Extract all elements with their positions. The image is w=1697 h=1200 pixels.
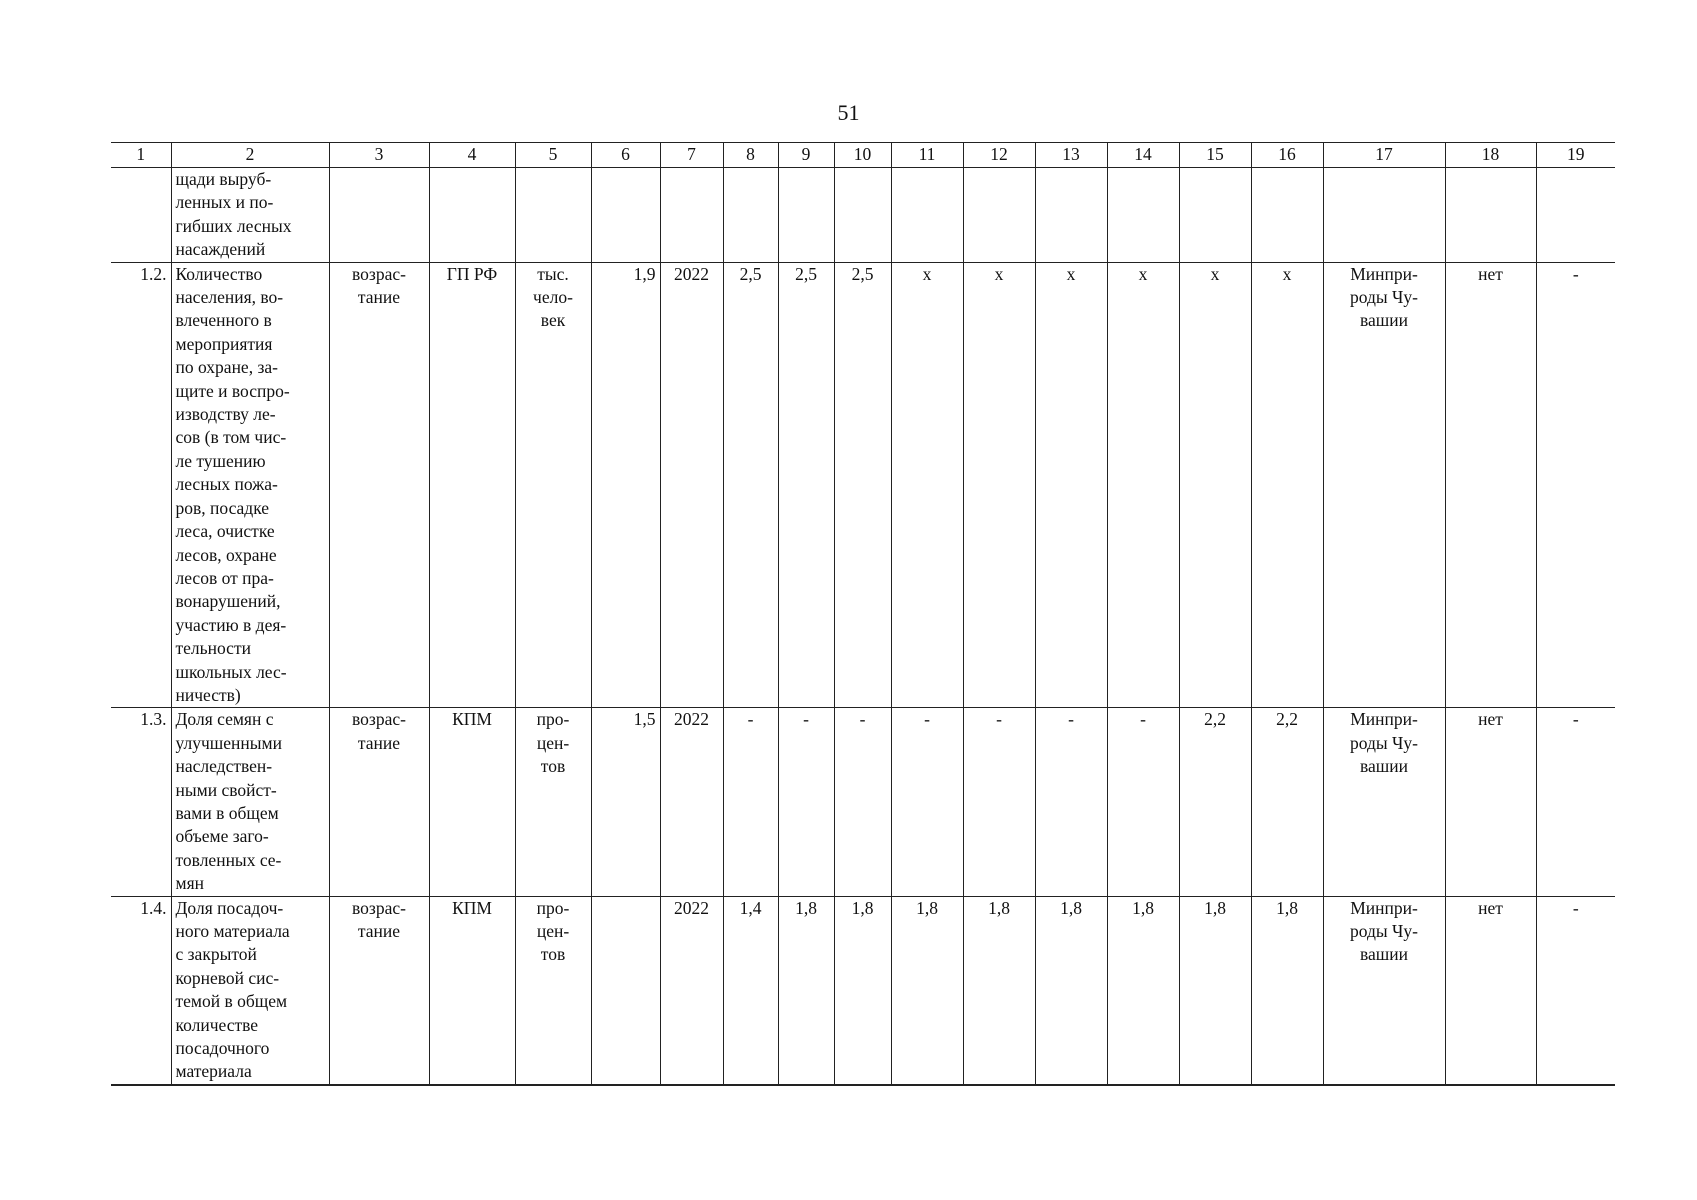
column-header: 10 [834,143,891,168]
base-value: 1,5 [591,708,660,896]
column-header: 16 [1251,143,1323,168]
indicator-source: КПМ [429,708,515,896]
base-year: 2022 [660,708,723,896]
year-value [723,168,778,263]
year-value: х [1035,262,1107,708]
column-19-value [1536,168,1615,263]
year-value: х [1251,262,1323,708]
row-number: 1.4. [111,896,171,1085]
table-row [111,896,1615,1085]
column-header: 17 [1323,143,1445,168]
indicator-name: Доля посадоч- ного материала с закрытой корневой сис- темой в общем количестве посадочного материала [171,896,329,1085]
year-value [834,168,891,263]
year-value [963,168,1035,263]
indicators-table [111,142,1615,1086]
table-row [111,262,1615,708]
year-value: - [1035,708,1107,896]
column-19-value: - [1536,896,1615,1085]
table-row [111,708,1615,896]
year-value: х [963,262,1035,708]
indicator-source: КПМ [429,896,515,1085]
year-value [1179,168,1251,263]
year-value: х [891,262,963,708]
year-value: - [723,708,778,896]
column-header: 8 [723,143,778,168]
column-18-value: нет [1445,896,1536,1085]
base-value: 1,9 [591,262,660,708]
column-header: 19 [1536,143,1615,168]
indicator-unit [515,168,591,263]
year-value: - [963,708,1035,896]
responsible-executor: Минпри- роды Чу- вашии [1323,708,1445,896]
indicator-unit: тыс. чело- век [515,262,591,708]
column-header: 6 [591,143,660,168]
year-value: х [1179,262,1251,708]
year-value: - [834,708,891,896]
column-header: 11 [891,143,963,168]
year-value [778,168,834,263]
year-value: - [1107,708,1179,896]
year-value: 2,2 [1251,708,1323,896]
column-18-value [1445,168,1536,263]
column-header: 7 [660,143,723,168]
year-value: 2,5 [723,262,778,708]
column-header: 9 [778,143,834,168]
column-header: 15 [1179,143,1251,168]
indicator-name: щади выруб- ленных и по- гибших лесных насаждений [171,168,329,263]
column-header: 2 [171,143,329,168]
year-value: 1,8 [891,896,963,1085]
column-header: 4 [429,143,515,168]
year-value: 1,4 [723,896,778,1085]
indicator-source [429,168,515,263]
column-18-value: нет [1445,262,1536,708]
row-number: 1.3. [111,708,171,896]
column-19-value: - [1536,262,1615,708]
year-value: 1,8 [778,896,834,1085]
year-value [891,168,963,263]
indicator-direction: возрас- тание [329,708,429,896]
indicator-source: ГП РФ [429,262,515,708]
year-value: 1,8 [1179,896,1251,1085]
column-header: 18 [1445,143,1536,168]
year-value: 2,5 [834,262,891,708]
row-number: 1.2. [111,262,171,708]
column-header: 13 [1035,143,1107,168]
indicator-direction: возрас- тание [329,262,429,708]
column-number-row [111,143,1615,168]
year-value: х [1107,262,1179,708]
year-value: 1,8 [1035,896,1107,1085]
year-value [1035,168,1107,263]
base-value [591,896,660,1085]
base-year: 2022 [660,896,723,1085]
column-18-value: нет [1445,708,1536,896]
responsible-executor: Минпри- роды Чу- вашии [1323,262,1445,708]
table-row [111,168,1615,263]
responsible-executor [1323,168,1445,263]
year-value: 2,2 [1179,708,1251,896]
year-value [1251,168,1323,263]
indicator-direction [329,168,429,263]
column-header: 12 [963,143,1035,168]
column-header: 5 [515,143,591,168]
base-year: 2022 [660,262,723,708]
column-19-value: - [1536,708,1615,896]
column-header: 3 [329,143,429,168]
indicator-unit: про- цен- тов [515,896,591,1085]
year-value [1107,168,1179,263]
column-header: 1 [111,143,171,168]
year-value: 1,8 [834,896,891,1085]
indicator-direction: возрас- тание [329,896,429,1085]
responsible-executor: Минпри- роды Чу- вашии [1323,896,1445,1085]
year-value: - [891,708,963,896]
page-number: 51 [837,100,860,125]
base-value [591,168,660,263]
year-value: 1,8 [1107,896,1179,1085]
year-value: 2,5 [778,262,834,708]
indicator-name: Количество населения, во- влеченного в мероприятия по охране, за- щите и воспро- изводству ле- сов (в том чис- ле тушению лесных пожа- ров, посадке леса, очистке лесов, охране лесов от пра- вонарушений, участию в дея- тельности школьных лес- ничеств) [171,262,329,708]
base-year [660,168,723,263]
row-number [111,168,171,263]
indicator-unit: про- цен- тов [515,708,591,896]
year-value: 1,8 [963,896,1035,1085]
column-header: 14 [1107,143,1179,168]
indicator-name: Доля семян с улучшенными наследствен- ными свойст- вами в общем объеме заго- товленных се- мян [171,708,329,896]
year-value: - [778,708,834,896]
year-value: 1,8 [1251,896,1323,1085]
